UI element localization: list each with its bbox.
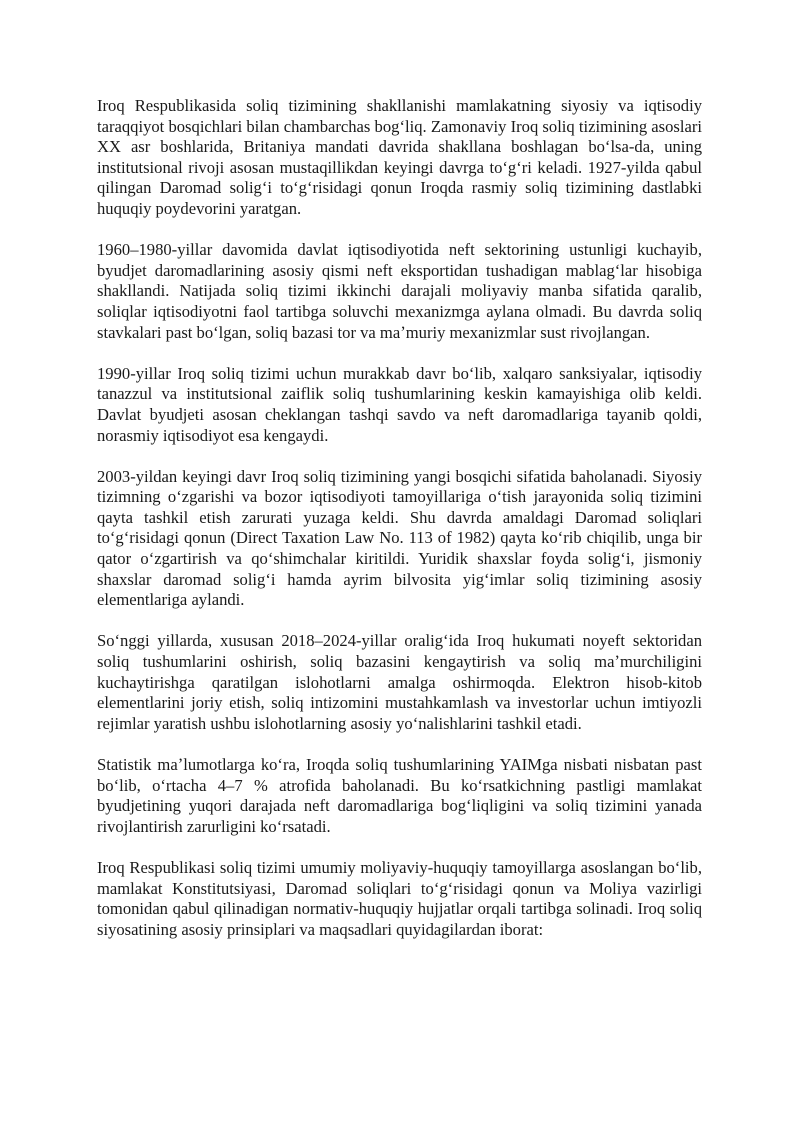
paragraph-1960-1980: 1960–1980-yillar davomida davlat iqtisodiyotida neft sektorining ustunligi kuchayib, byudjet daromadlarining asosiy qismi neft eksportidan tushadigan mablagʻlar hisobiga shakllandi. Natijada soliq tizimi ikkinchi darajali moliyaviy manba sifatida qaralib, soliqlar iqtisodiyotni faol tartibga soluvchi mexanizmga aylana olmadi. Bu davrda soliq stavkalari past boʻlgan, soliq bazasi tor va maʼmuriy mexanizmlar sust rivojlangan. <box>97 240 702 342</box>
paragraph-1990s: 1990-yillar Iroq soliq tizimi uchun murakkab davr boʻlib, xalqaro sanksiyalar, iqtisodiy tanazzul va institutsional zaiflik soliq tushumlarining keskin kamayishiga olib keldi. Davlat byudjeti asosan cheklangan tashqi savdo va neft daromadlariga tayanib qoldi, norasmiy iqtisodiyot esa kengaydi. <box>97 363 702 445</box>
paragraph-after-2003: 2003-yildan keyingi davr Iroq soliq tizimining yangi bosqichi sifatida baholanadi. Siyosiy tizimning oʻzgarishi va bozor iqtisodiyoti tamoyillariga oʻtish jarayonida soliq tizimini qayta tashkil etish zarurati yuzaga keldi. Shu davrda amaldagi Daromad soliqlari toʻgʻrisidagi qonun (Direct Taxation Law No. 113 of 1982) qayta koʻrib chiqilib, unga bir qator oʻzgartirish va qoʻshimchalar kiritildi. Yuridik shaxslar foyda soligʻi, jismoniy shaxslar daromad soligʻi hamda ayrim bilvosita yigʻimlar soliq tizimining asosiy elementlariga aylandi. <box>97 466 702 610</box>
paragraph-recent-reforms: Soʻnggi yillarda, xususan 2018–2024-yillar oraligʻida Iroq hukumati noyeft sektoridan soliq tushumlarini oshirish, soliq bazasini kengaytirish va soliq maʼmurchiligini kuchaytirishga qaratilgan islohotlarni amalga oshirmoqda. Elektron hisob-kitob elementlarini joriy etish, soliq intizomini mustahkamlash va investorlar uchun imtiyozli rejimlar yaratish ushbu islohotlarning asosiy yoʻnalishlarini tashkil etadi. <box>97 631 702 733</box>
paragraph-statistics: Statistik maʼlumotlarga koʻra, Iroqda soliq tushumlarining YAIMga nisbati nisbatan past boʻlib, oʻrtacha 4–7 % atrofida baholanadi. Bu koʻrsatkichning pastligi mamlakat byudjetining yuqori darajada neft daromadlariga bogʻliqligini va soliq tizimini yanada rivojlantirish zarurligini koʻrsatadi. <box>97 755 702 836</box>
paragraph-legal-basis: Iroq Respublikasi soliq tizimi umumiy moliyaviy-huquqiy tamoyillarga asoslangan boʻlib, mamlakat Konstitutsiyasi, Daromad soliqlari toʻgʻrisidagi qonun va Moliya vazirligi tomonidan qabul qilinadigan normativ-huquqiy hujjatlar orqali tartibga solinadi. Iroq soliq siyosatining asosiy prinsiplari va maqsadlari quyidagilardan iborat: <box>97 857 702 939</box>
paragraph-history-intro: Iroq Respublikasida soliq tizimining shakllanishi mamlakatning siyosiy va iqtisodiy taraqqiyot bosqichlari bilan chambarchas bogʻliq. Zamonaviy Iroq soliq tizimining asoslari XX asr boshlarida, Britaniya mandati davrida shakllana boshlagan boʻlsa-da, uning institutsional rivoji asosan mustaqillikdan keyingi davrga toʻgʻri keladi. 1927-yilda qabul qilingan Daromad soligʻi toʻgʻrisidagi qonun Iroqda rasmiy soliq tizimining dastlabki huquqiy poydevorini yaratgan. <box>97 96 702 218</box>
document-page <box>97 96 702 940</box>
